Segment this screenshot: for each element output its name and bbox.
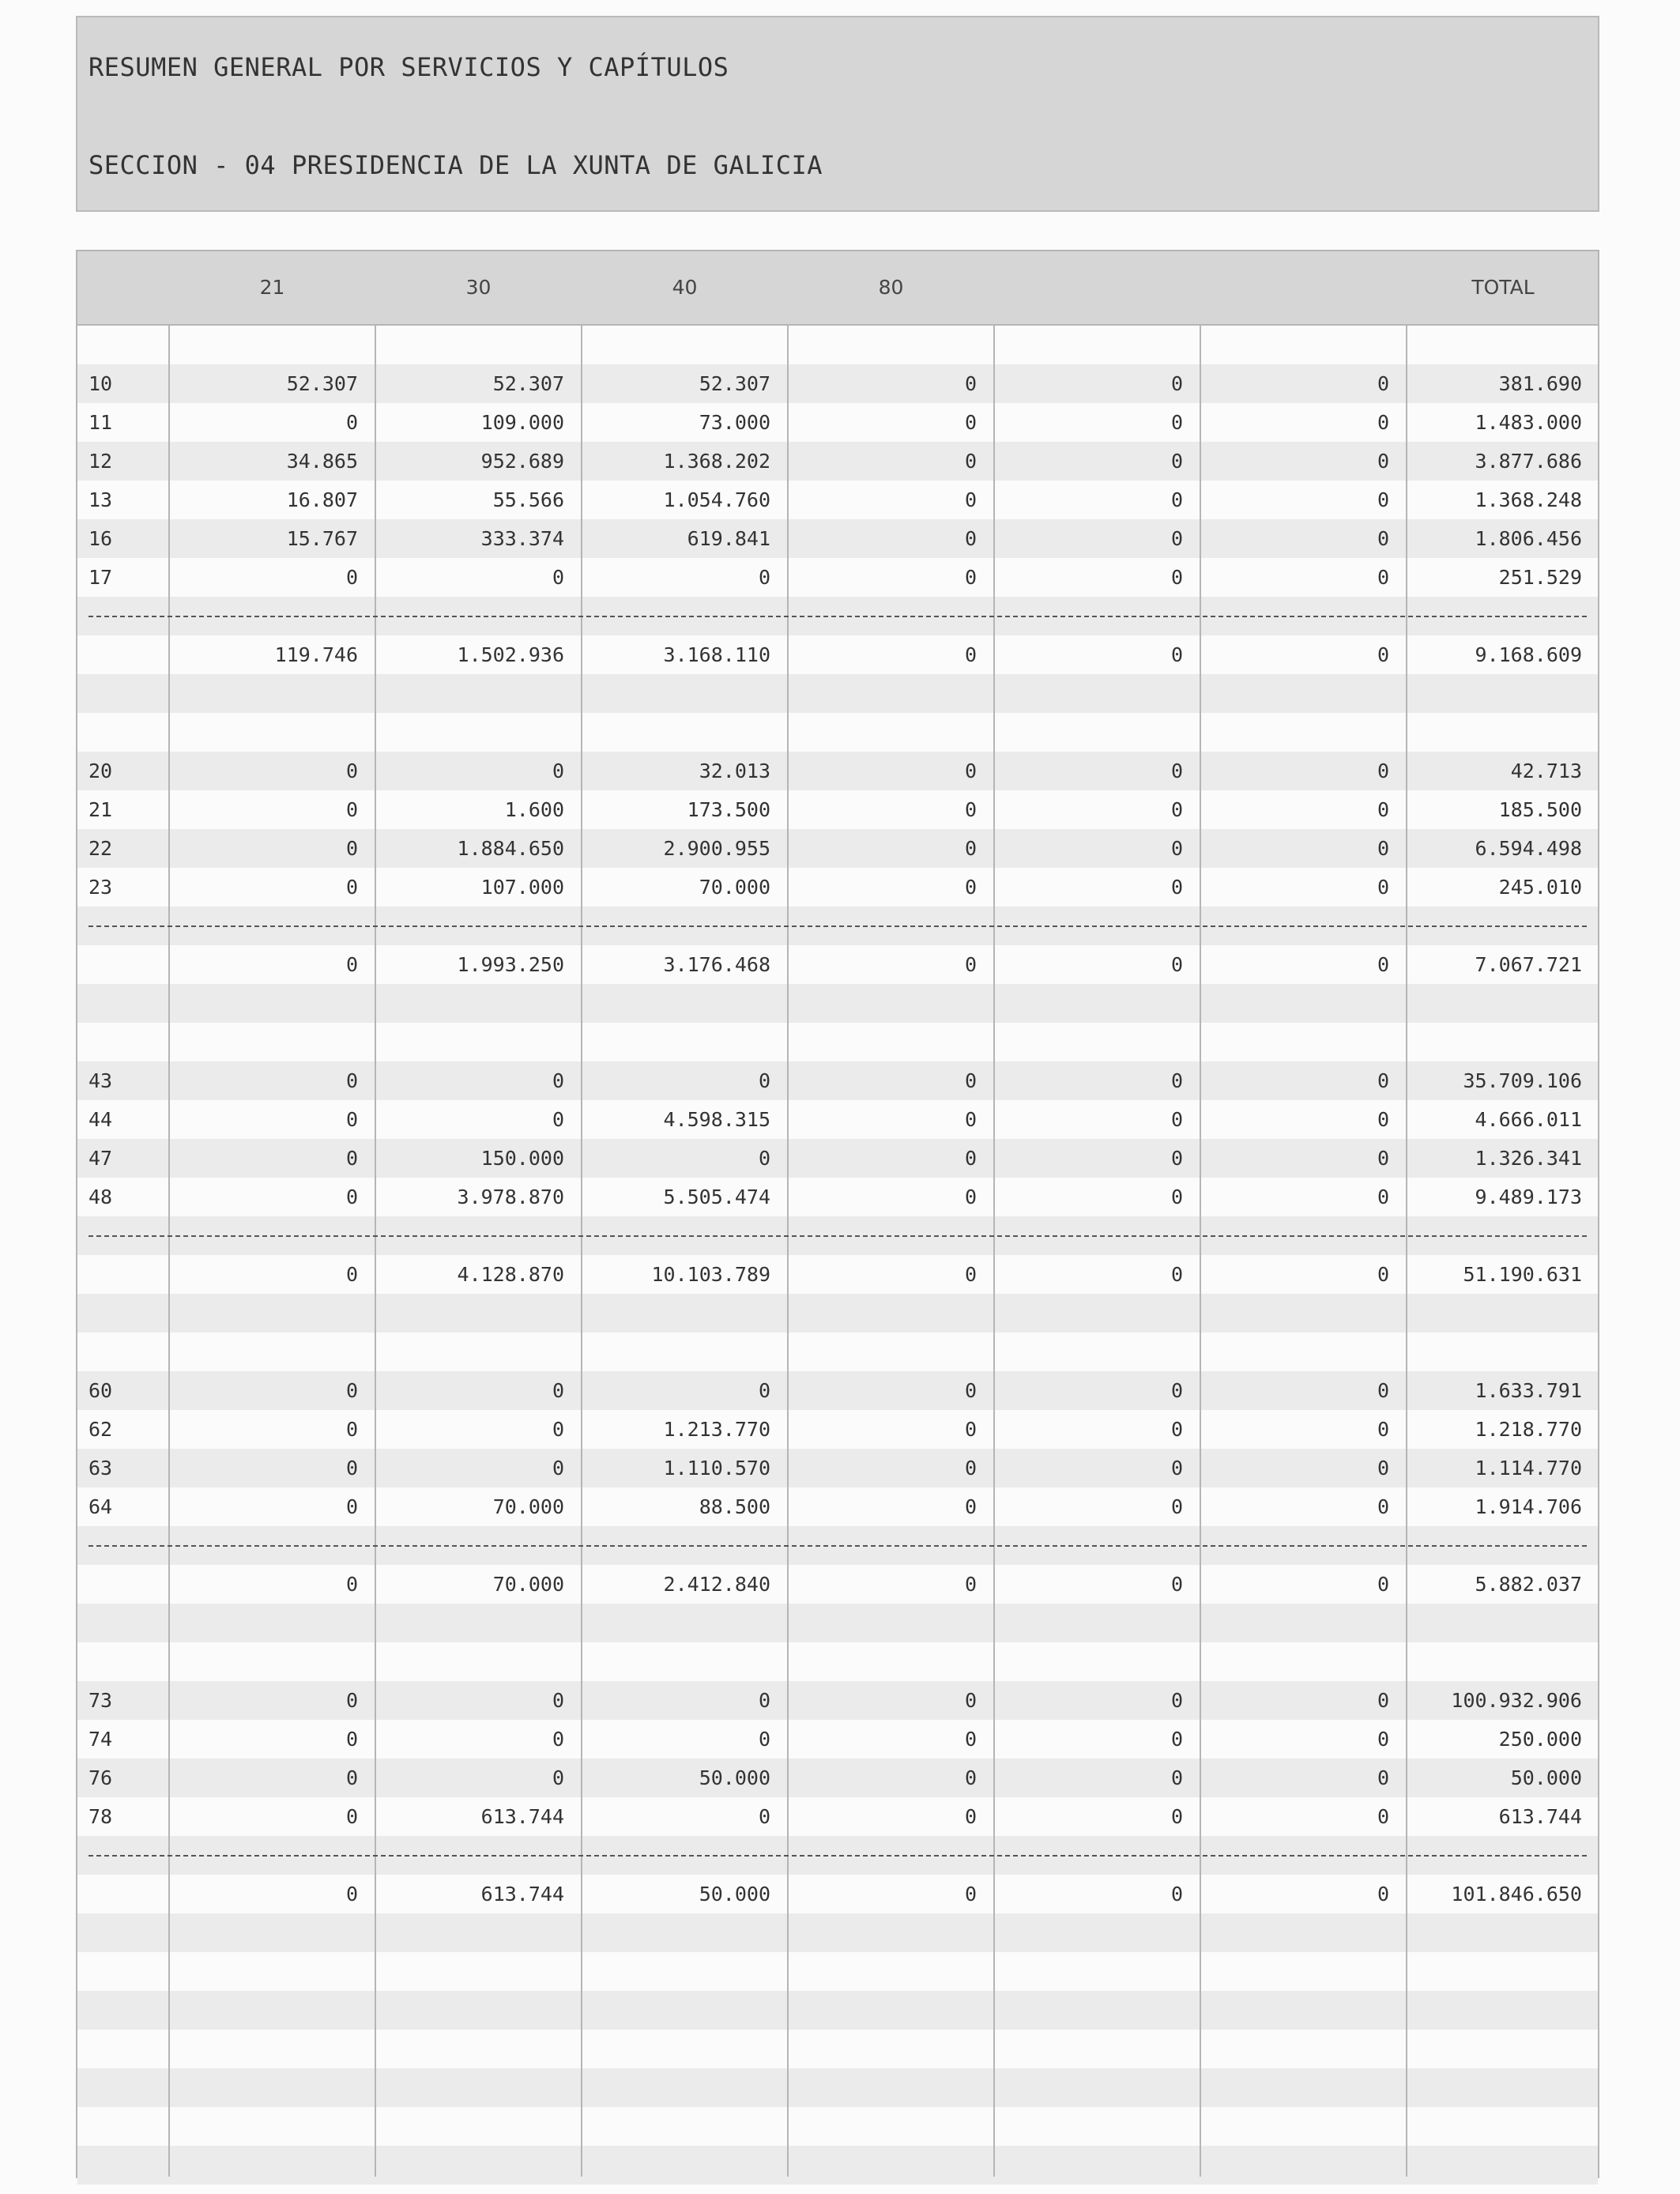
amount-cell: 70.000 (699, 876, 770, 899)
amount-cell: 613.744 (480, 1883, 564, 1906)
row-code (89, 1875, 169, 1913)
amount-cell: 150.000 (480, 1147, 564, 1170)
column-header (994, 251, 1200, 324)
amount-cell: 0 (964, 1108, 977, 1131)
row-stripe (77, 1333, 1598, 1371)
amount-cell: 0 (1170, 1418, 1183, 1441)
amount-cell: 109.000 (480, 411, 564, 434)
amount-cell: 0 (552, 1728, 564, 1751)
amount-cell: 4.598.315 (663, 1108, 770, 1131)
amount-cell: 0 (964, 837, 977, 860)
amount-cell: 0 (1377, 1263, 1389, 1286)
row-code: 73 (89, 1689, 113, 1712)
amount-cell: 0 (1170, 1379, 1183, 1402)
amount-cell: 0 (552, 566, 564, 589)
amount-cell: 88.500 (699, 1495, 770, 1518)
row-stripe (77, 2146, 1598, 2185)
row-code: 11 (89, 411, 113, 434)
amount-cell: 0 (964, 1457, 977, 1480)
amount-cell: 0 (345, 1263, 358, 1286)
amount-cell: 51.190.631 (1463, 1263, 1582, 1286)
column-header: 80 (878, 276, 904, 299)
subtotal-row (77, 1255, 1598, 1294)
amount-cell: 107.000 (480, 876, 564, 899)
amount-cell: 7.067.721 (1475, 953, 1582, 976)
amount-cell: 1.218.770 (1475, 1418, 1582, 1441)
amount-cell: 119.746 (274, 643, 358, 666)
amount-cell: 101.846.650 (1451, 1883, 1582, 1906)
dashed-rule (89, 616, 1587, 617)
row-code: 47 (89, 1147, 113, 1170)
amount-cell: 0 (758, 1689, 770, 1712)
table-row (77, 752, 1598, 790)
amount-cell: 0 (345, 1147, 358, 1170)
amount-cell: 52.307 (286, 372, 358, 395)
row-code: 78 (89, 1805, 113, 1828)
amount-cell: 1.483.000 (1475, 411, 1582, 434)
amount-cell: 619.841 (687, 527, 770, 550)
row-code: 22 (89, 837, 113, 860)
amount-cell: 0 (964, 1573, 977, 1596)
amount-cell: 0 (1377, 1418, 1389, 1441)
amount-cell: 0 (964, 876, 977, 899)
table-row (77, 364, 1598, 403)
amount-cell: 4.666.011 (1475, 1108, 1582, 1131)
amount-cell: 50.000 (1510, 1766, 1582, 1789)
amount-cell: 0 (1170, 837, 1183, 860)
amount-cell: 2.412.840 (663, 1573, 770, 1596)
amount-cell: 0 (552, 1069, 564, 1092)
amount-cell: 0 (1377, 1766, 1389, 1789)
amount-cell: 0 (964, 1805, 977, 1828)
column-header: 40 (672, 276, 698, 299)
amount-cell: 0 (964, 1689, 977, 1712)
amount-cell: 1.368.248 (1475, 488, 1582, 511)
amount-cell: 0 (964, 372, 977, 395)
amount-cell: 0 (1377, 876, 1389, 899)
amount-cell: 0 (758, 1379, 770, 1402)
amount-cell: 0 (758, 1728, 770, 1751)
amount-cell: 0 (964, 1263, 977, 1286)
amount-cell: 1.806.456 (1475, 527, 1582, 550)
amount-cell: 0 (345, 876, 358, 899)
amount-cell: 1.368.202 (663, 450, 770, 473)
row-stripe (77, 1023, 1598, 1061)
row-code (89, 1255, 169, 1294)
table-row (77, 829, 1598, 868)
amount-cell: 0 (345, 1457, 358, 1480)
column-header: 30 (465, 276, 492, 299)
table-body (77, 326, 1598, 2177)
dashed-rule (89, 1235, 1587, 1237)
amount-cell: 0 (1377, 760, 1389, 782)
amount-cell: 0 (1377, 837, 1389, 860)
amount-cell: 0 (1170, 1186, 1183, 1208)
subtotal-row (77, 945, 1598, 984)
amount-cell: 0 (552, 1689, 564, 1712)
amount-cell: 0 (1377, 372, 1389, 395)
amount-cell: 0 (1170, 566, 1183, 589)
amount-cell: 0 (345, 1495, 358, 1518)
amount-cell: 16.807 (286, 488, 358, 511)
amount-cell: 1.114.770 (1475, 1457, 1582, 1480)
table-row (77, 1681, 1598, 1720)
amount-cell: 0 (964, 953, 977, 976)
amount-cell: 0 (1170, 1883, 1183, 1906)
row-code: 63 (89, 1457, 113, 1480)
row-stripe (77, 1913, 1598, 1952)
amount-cell: 10.103.789 (651, 1263, 770, 1286)
amount-cell: 15.767 (286, 527, 358, 550)
table-row (77, 1371, 1598, 1410)
row-code: 43 (89, 1069, 113, 1092)
amount-cell: 0 (552, 1379, 564, 1402)
amount-cell: 613.744 (1498, 1805, 1582, 1828)
row-stripe (77, 2030, 1598, 2068)
table-row (77, 1797, 1598, 1836)
amount-cell: 0 (964, 1069, 977, 1092)
amount-cell: 0 (1377, 1147, 1389, 1170)
dashed-rule (89, 1855, 1587, 1857)
amount-cell: 0 (552, 1766, 564, 1789)
column-header: 21 (259, 276, 285, 299)
amount-cell: 0 (345, 798, 358, 821)
row-code (89, 1565, 169, 1604)
amount-cell: 0 (345, 1766, 358, 1789)
amount-cell: 0 (1377, 1883, 1389, 1906)
table-row (77, 1720, 1598, 1759)
amount-cell: 0 (758, 1069, 770, 1092)
amount-cell: 0 (345, 1883, 358, 1906)
row-code (89, 945, 169, 984)
amount-cell: 0 (964, 798, 977, 821)
amount-cell: 1.502.936 (457, 643, 564, 666)
amount-cell: 0 (552, 760, 564, 782)
amount-cell: 50.000 (699, 1766, 770, 1789)
amount-cell: 55.566 (492, 488, 564, 511)
amount-cell: 0 (1170, 1495, 1183, 1518)
amount-cell: 0 (1377, 488, 1389, 511)
column-header (77, 251, 169, 324)
amount-cell: 1.884.650 (457, 837, 564, 860)
amount-cell: 0 (345, 566, 358, 589)
row-code: 48 (89, 1186, 113, 1208)
amount-cell: 0 (1170, 1805, 1183, 1828)
row-code: 10 (89, 372, 113, 395)
amount-cell: 0 (1377, 1573, 1389, 1596)
amount-cell: 0 (345, 1805, 358, 1828)
amount-cell: 5.882.037 (1475, 1573, 1582, 1596)
amount-cell: 0 (345, 1108, 358, 1131)
amount-cell: 32.013 (699, 760, 770, 782)
table-row (77, 1487, 1598, 1526)
subtotal-separator (77, 1216, 1598, 1255)
amount-cell: 185.500 (1498, 798, 1582, 821)
amount-cell: 70.000 (492, 1495, 564, 1518)
amount-cell: 0 (1170, 1689, 1183, 1712)
subtotal-separator (77, 907, 1598, 945)
row-code: 20 (89, 760, 113, 782)
amount-cell: 3.168.110 (663, 643, 770, 666)
amount-cell: 50.000 (699, 1883, 770, 1906)
subtotal-row (77, 635, 1598, 674)
report-title: RESUMEN GENERAL POR SERVICIOS Y CAPÍTULOS (89, 52, 729, 82)
amount-cell: 0 (345, 1689, 358, 1712)
amount-cell: 0 (964, 643, 977, 666)
amount-cell: 73.000 (699, 411, 770, 434)
amount-cell: 0 (1377, 1495, 1389, 1518)
row-stripe (77, 1604, 1598, 1642)
table-row (77, 442, 1598, 481)
amount-cell: 1.914.706 (1475, 1495, 1582, 1518)
amount-cell: 0 (345, 1069, 358, 1092)
amount-cell: 0 (345, 411, 358, 434)
table-row (77, 481, 1598, 519)
amount-cell: 1.054.760 (663, 488, 770, 511)
amount-cell: 1.110.570 (663, 1457, 770, 1480)
row-code: 21 (89, 798, 113, 821)
subtotal-row (77, 1875, 1598, 1913)
amount-cell: 0 (345, 1418, 358, 1441)
row-code: 16 (89, 527, 113, 550)
amount-cell: 1.213.770 (663, 1418, 770, 1441)
row-code: 17 (89, 566, 113, 589)
amount-cell: 0 (1170, 527, 1183, 550)
amount-cell: 52.307 (492, 372, 564, 395)
amount-cell: 0 (758, 1147, 770, 1170)
amount-cell: 0 (1170, 488, 1183, 511)
amount-cell: 245.010 (1498, 876, 1582, 899)
amount-cell: 0 (1170, 1457, 1183, 1480)
amount-cell: 0 (1170, 372, 1183, 395)
amount-cell: 0 (964, 1379, 977, 1402)
amount-cell: 0 (345, 1573, 358, 1596)
amount-cell: 1.633.791 (1475, 1379, 1582, 1402)
table-row (77, 1410, 1598, 1449)
table-row (77, 868, 1598, 907)
row-stripe (77, 674, 1598, 713)
amount-cell: 173.500 (687, 798, 770, 821)
amount-cell: 0 (1377, 411, 1389, 434)
amount-cell: 42.713 (1510, 760, 1582, 782)
budget-table (76, 250, 1599, 2178)
row-code: 23 (89, 876, 113, 899)
table-row (77, 558, 1598, 597)
table-row (77, 1178, 1598, 1216)
table-row (77, 1100, 1598, 1139)
column-header: TOTAL (1471, 276, 1535, 299)
amount-cell: 1.993.250 (457, 953, 564, 976)
table-row (77, 403, 1598, 442)
amount-cell: 0 (552, 1418, 564, 1441)
amount-cell: 0 (552, 1108, 564, 1131)
amount-cell: 0 (1377, 1108, 1389, 1131)
amount-cell: 9.168.609 (1475, 643, 1582, 666)
dashed-rule (89, 1545, 1587, 1547)
amount-cell: 0 (1170, 1573, 1183, 1596)
row-code: 74 (89, 1728, 113, 1751)
amount-cell: 0 (345, 1728, 358, 1751)
amount-cell: 0 (1170, 876, 1183, 899)
amount-cell: 6.594.498 (1475, 837, 1582, 860)
row-code: 60 (89, 1379, 113, 1402)
amount-cell: 0 (964, 566, 977, 589)
amount-cell: 2.900.955 (663, 837, 770, 860)
row-stripe (77, 984, 1598, 1023)
amount-cell: 0 (1170, 1147, 1183, 1170)
table-row (77, 1061, 1598, 1100)
row-code: 64 (89, 1495, 113, 1518)
amount-cell: 0 (964, 450, 977, 473)
amount-cell: 0 (964, 527, 977, 550)
table-row (77, 1449, 1598, 1487)
row-code: 62 (89, 1418, 113, 1441)
amount-cell: 0 (1170, 411, 1183, 434)
amount-cell: 70.000 (492, 1573, 564, 1596)
amount-cell: 3.877.686 (1475, 450, 1582, 473)
amount-cell: 0 (964, 1495, 977, 1518)
table-header (77, 251, 1598, 326)
row-stripe (77, 713, 1598, 752)
amount-cell: 0 (1377, 1379, 1389, 1402)
amount-cell: 0 (345, 953, 358, 976)
amount-cell: 1.326.341 (1475, 1147, 1582, 1170)
amount-cell: 0 (1377, 1689, 1389, 1712)
amount-cell: 613.744 (480, 1805, 564, 1828)
amount-cell: 0 (1170, 1263, 1183, 1286)
amount-cell: 0 (964, 411, 977, 434)
row-stripe (77, 1294, 1598, 1333)
amount-cell: 0 (345, 1186, 358, 1208)
subtotal-separator (77, 597, 1598, 635)
amount-cell: 0 (345, 760, 358, 782)
amount-cell: 0 (1170, 953, 1183, 976)
table-row (77, 1139, 1598, 1178)
subtotal-separator (77, 1836, 1598, 1875)
amount-cell: 0 (964, 1766, 977, 1789)
amount-cell: 0 (1170, 798, 1183, 821)
amount-cell: 0 (1377, 1069, 1389, 1092)
row-code: 12 (89, 450, 113, 473)
amount-cell: 0 (964, 760, 977, 782)
amount-cell: 34.865 (286, 450, 358, 473)
subtotal-separator (77, 1526, 1598, 1565)
row-code: 44 (89, 1108, 113, 1131)
table-row (77, 519, 1598, 558)
amount-cell: 9.489.173 (1475, 1186, 1582, 1208)
amount-cell: 0 (1170, 1069, 1183, 1092)
amount-cell: 0 (964, 1418, 977, 1441)
amount-cell: 250.000 (1498, 1728, 1582, 1751)
amount-cell: 0 (1377, 643, 1389, 666)
report-header (76, 16, 1599, 212)
row-stripe (77, 1642, 1598, 1681)
row-code: 76 (89, 1766, 113, 1789)
amount-cell: 0 (1170, 1766, 1183, 1789)
amount-cell: 5.505.474 (663, 1186, 770, 1208)
amount-cell: 0 (1377, 566, 1389, 589)
amount-cell: 0 (1377, 1457, 1389, 1480)
table-row (77, 790, 1598, 829)
row-stripe (77, 1991, 1598, 2030)
amount-cell: 0 (758, 1805, 770, 1828)
amount-cell: 0 (1170, 643, 1183, 666)
amount-cell: 0 (1377, 1728, 1389, 1751)
amount-cell: 0 (345, 837, 358, 860)
amount-cell: 0 (1377, 1805, 1389, 1828)
amount-cell: 35.709.106 (1463, 1069, 1582, 1092)
amount-cell: 333.374 (480, 527, 564, 550)
amount-cell: 0 (758, 566, 770, 589)
amount-cell: 0 (1170, 450, 1183, 473)
amount-cell: 0 (1377, 1186, 1389, 1208)
amount-cell: 0 (1377, 798, 1389, 821)
amount-cell: 0 (964, 1883, 977, 1906)
amount-cell: 100.932.906 (1451, 1689, 1582, 1712)
dashed-rule (89, 925, 1587, 927)
amount-cell: 0 (964, 488, 977, 511)
amount-cell: 4.128.870 (457, 1263, 564, 1286)
table-row (77, 1759, 1598, 1797)
subtotal-row (77, 1565, 1598, 1604)
amount-cell: 52.307 (699, 372, 770, 395)
amount-cell: 0 (1170, 760, 1183, 782)
row-stripe (77, 1952, 1598, 1991)
amount-cell: 0 (1170, 1108, 1183, 1131)
row-stripe (77, 2068, 1598, 2107)
row-stripe (77, 326, 1598, 364)
row-code (89, 635, 169, 674)
amount-cell: 1.600 (504, 798, 564, 821)
amount-cell: 0 (1377, 527, 1389, 550)
row-stripe (77, 2107, 1598, 2146)
amount-cell: 0 (964, 1147, 977, 1170)
amount-cell: 0 (1170, 1728, 1183, 1751)
amount-cell: 3.176.468 (663, 953, 770, 976)
amount-cell: 3.978.870 (457, 1186, 564, 1208)
amount-cell: 381.690 (1498, 372, 1582, 395)
amount-cell: 0 (552, 1457, 564, 1480)
amount-cell: 0 (345, 1379, 358, 1402)
amount-cell: 952.689 (480, 450, 564, 473)
amount-cell: 251.529 (1498, 566, 1582, 589)
section-title: SECCION - 04 PRESIDENCIA DE LA XUNTA DE GALICIA (89, 150, 823, 180)
amount-cell: 0 (964, 1728, 977, 1751)
amount-cell: 0 (964, 1186, 977, 1208)
row-code: 13 (89, 488, 113, 511)
amount-cell: 0 (1377, 953, 1389, 976)
column-header (1200, 251, 1407, 324)
amount-cell: 0 (1377, 450, 1389, 473)
